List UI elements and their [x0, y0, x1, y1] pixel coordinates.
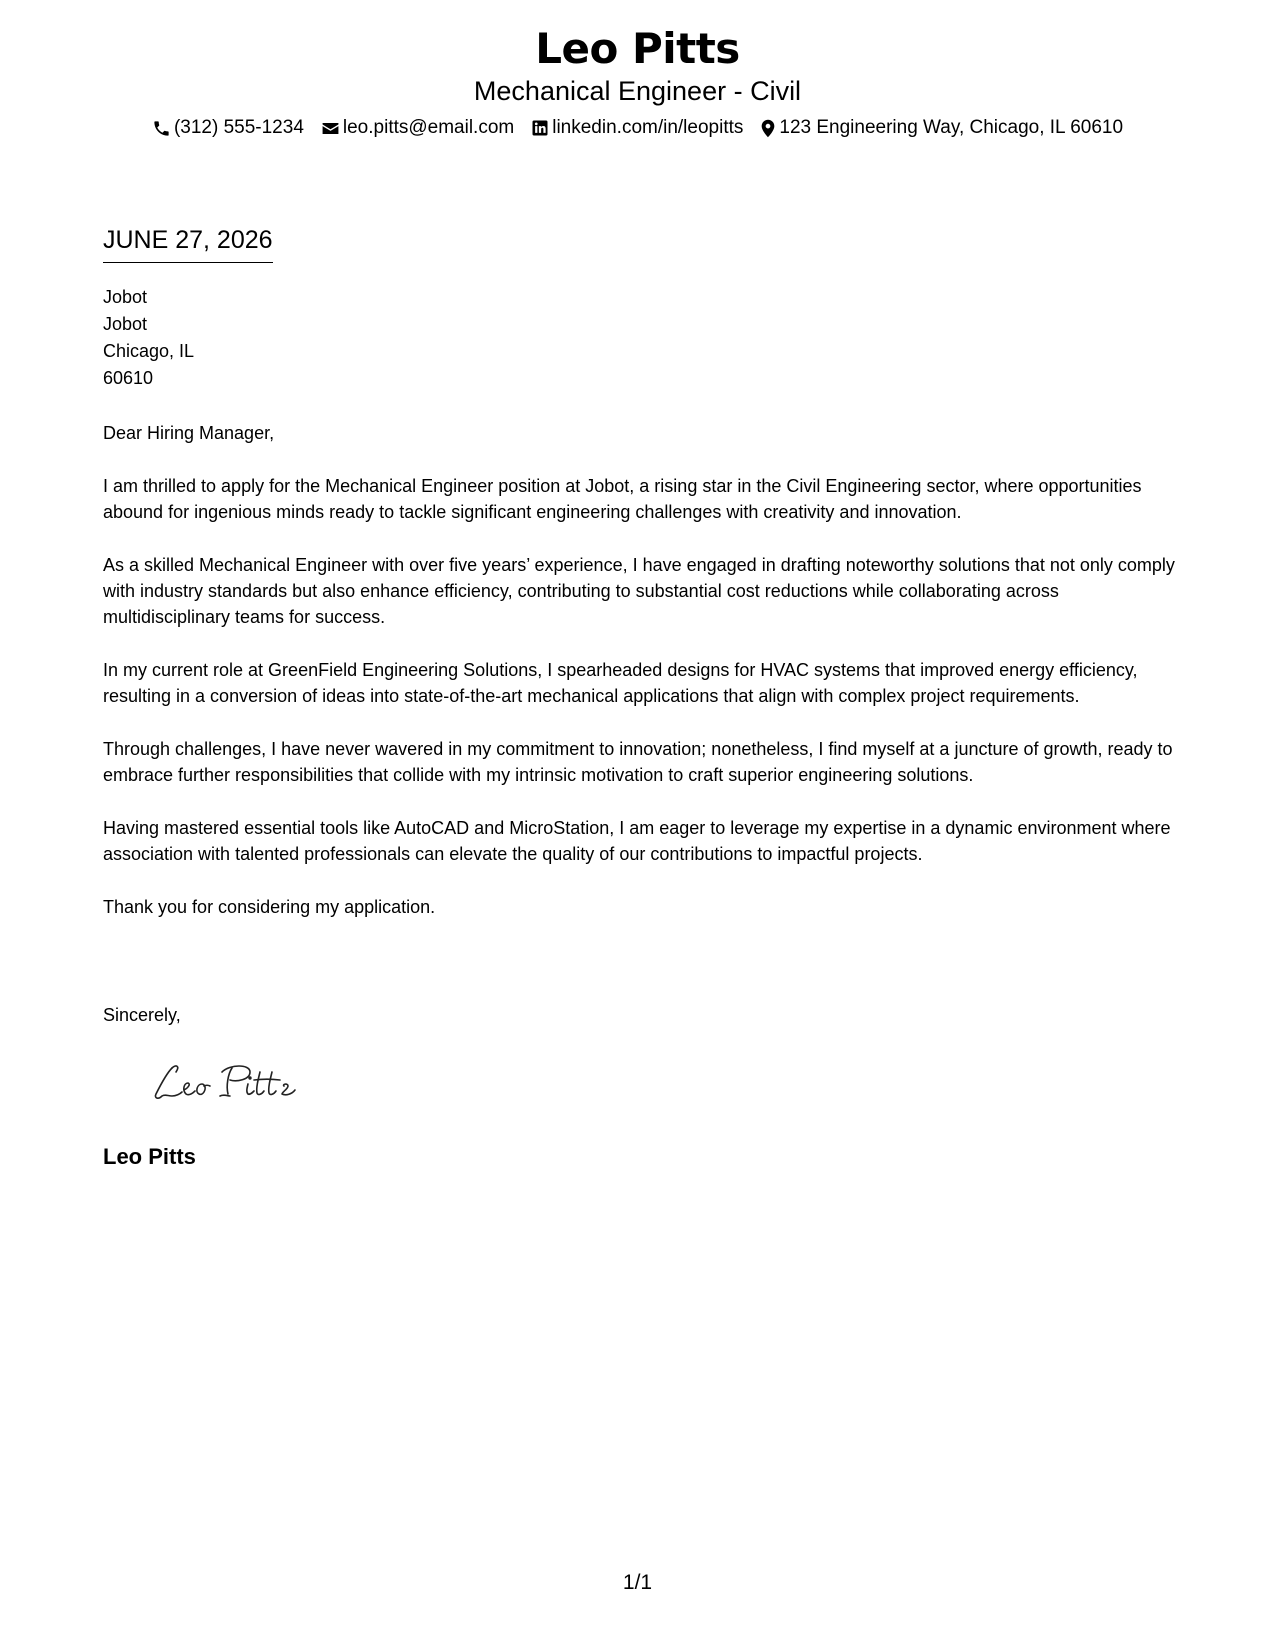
address-text: 123 Engineering Way, Chicago, IL 60610 — [779, 117, 1124, 138]
body-paragraph: Having mastered essential tools like AutoCAD and MicroStation, I am eager to leverage my expertise in a dynamic environment where association with talented professionals can elevate the quality of our contributions to impactful projects. — [103, 818, 1171, 864]
contact-info — [0, 116, 1275, 140]
linkedin-text: linkedin.com/in/leopitts — [552, 117, 744, 138]
page-number: 1/1 — [622, 1571, 653, 1594]
body-paragraph: In my current role at GreenField Engineering Solutions, I spearheaded designs for HVAC systems that improved energy efficiency, resulting in a conversion of ideas into state-of-the-art mechanical applications that align with complex project requirements. — [103, 660, 1138, 706]
contact-email — [321, 116, 514, 140]
closing: Sincerely, — [103, 1005, 181, 1025]
letter-body — [103, 420, 1183, 947]
letter-header — [0, 22, 1275, 140]
phone-icon — [152, 119, 171, 138]
contact-linkedin — [531, 116, 743, 140]
letter-date: JUNE 27, 2026 — [103, 224, 273, 263]
contact-address — [760, 116, 1123, 140]
body-paragraph: As a skilled Mechanical Engineer with over five years’ experience, I have engaged in drafting noteworthy solutions that not only comply with industry standards but also enhance efficiency, contributing to substantial cost reductions while collaborating across multidisciplinary teams for success. — [103, 555, 1175, 627]
signer-name: Leo Pitts — [103, 1144, 196, 1169]
phone-text: (312) 555-1234 — [173, 117, 304, 138]
recipient-line: Chicago, IL — [103, 341, 195, 361]
body-paragraph: Thank you for considering my application. — [103, 897, 436, 917]
contact-phone — [152, 116, 304, 140]
applicant-title: Mechanical Engineer - Civil — [473, 76, 802, 106]
linkedin-icon — [531, 119, 549, 137]
salutation: Dear Hiring Manager, — [103, 423, 275, 443]
body-paragraph: Through challenges, I have never wavered in my commitment to innovation; nonetheless, I find myself at a juncture of growth, ready to embrace further responsibilities that collide with my intrinsic motivation to craft superior engineering solutions. — [103, 739, 1173, 785]
recipient-line: 60610 — [103, 368, 154, 388]
recipient-line: Jobot — [103, 287, 148, 307]
email-text: leo.pitts@email.com — [342, 117, 515, 138]
body-paragraph: I am thrilled to apply for the Mechanical Engineer position at Jobot, a rising star in the Civil Engineering sector, where opportunities abound for ingenious minds ready to tackle significant engineering challenges with creativity and innovation. — [103, 476, 1142, 522]
applicant-name: Leo Pitts — [535, 24, 740, 73]
recipient-line: Jobot — [103, 314, 148, 334]
map-marker-icon — [760, 119, 776, 138]
envelope-icon — [321, 119, 340, 138]
signature-image — [150, 1056, 320, 1106]
recipient-block — [103, 284, 194, 392]
